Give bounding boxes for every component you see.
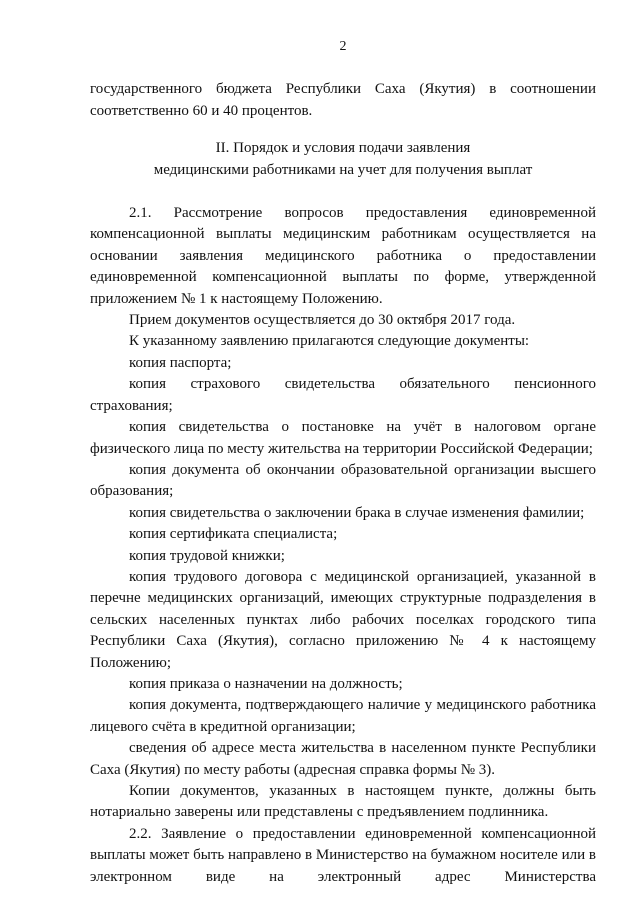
section-heading [90, 138, 596, 181]
list-item: копия страхового свидетельства обязательного пенсионного страхования; [90, 376, 596, 414]
paragraph-documents-intro: К указанному заявлению прилагаются следующие документы: [129, 333, 530, 350]
paragraph-2-1: 2.1. Рассмотрение вопросов предоставления единовременной компенсационной выплаты медицинским работникам осуществляется на основании заявления медицинского работника о предоставлении единовременной компенсационной выплаты по форме, утвержденной приложением № 1 к настоящему Положению. [90, 205, 596, 307]
paragraph-2-2: 2.2. Заявление о предоставлении единовременной компенсационной выплаты может быть направлено в Министерство на бумажном носителе или в электронном виде на электронный адрес Министерства [90, 825, 596, 885]
intro-paragraph: государственного бюджета Республики Саха (Якутия) в соотношении соответственно 60 и 40 процентов. [90, 81, 596, 119]
paragraph-notary: Копии документов, указанных в настоящем пункте, должны быть нотариально заверены или представлены с предъявлением подлинника. [90, 783, 596, 821]
list-item: сведения об адресе места жительства в населенном пункте Республики Саха (Якутия) по месту работы (адресная справка формы № 3). [90, 740, 596, 778]
list-item: копия паспорта; [129, 354, 232, 371]
list-item: копия трудового договора с медицинской организацией, указанной в перечне медицинских организаций, имеющих структурные подразделения в сельских населенных пунктах либо рабочих поселках городского типа Республики Саха (Якутия), согласно приложению № 4 к настоящему Положению; [90, 568, 596, 671]
section-title-line-1: II. Порядок и условия подачи заявления [215, 140, 471, 157]
paragraph-deadline: Прием документов осуществляется до 30 октября 2017 года. [129, 312, 516, 329]
section-title-line-2: медицинскими работниками на учет для получения выплат [153, 161, 533, 178]
page-number: 2 [339, 39, 347, 54]
list-item: копия свидетельства о постановке на учёт в налоговом органе физического лица по месту жительства на территории Российской Федерации; [90, 419, 596, 457]
list-item: копия сертификата специалиста; [129, 526, 338, 543]
list-item: копия трудовой книжки; [129, 547, 285, 564]
list-item: копия свидетельства о заключении брака в случае изменения фамилии; [129, 504, 585, 521]
list-item: копия приказа о назначении на должность; [129, 675, 403, 692]
list-item: копия документа, подтверждающего наличие у медицинского работника лицевого счёта в кредитной организации; [90, 697, 596, 735]
list-item: копия документа об окончании образовательной организации высшего образования; [90, 461, 596, 500]
